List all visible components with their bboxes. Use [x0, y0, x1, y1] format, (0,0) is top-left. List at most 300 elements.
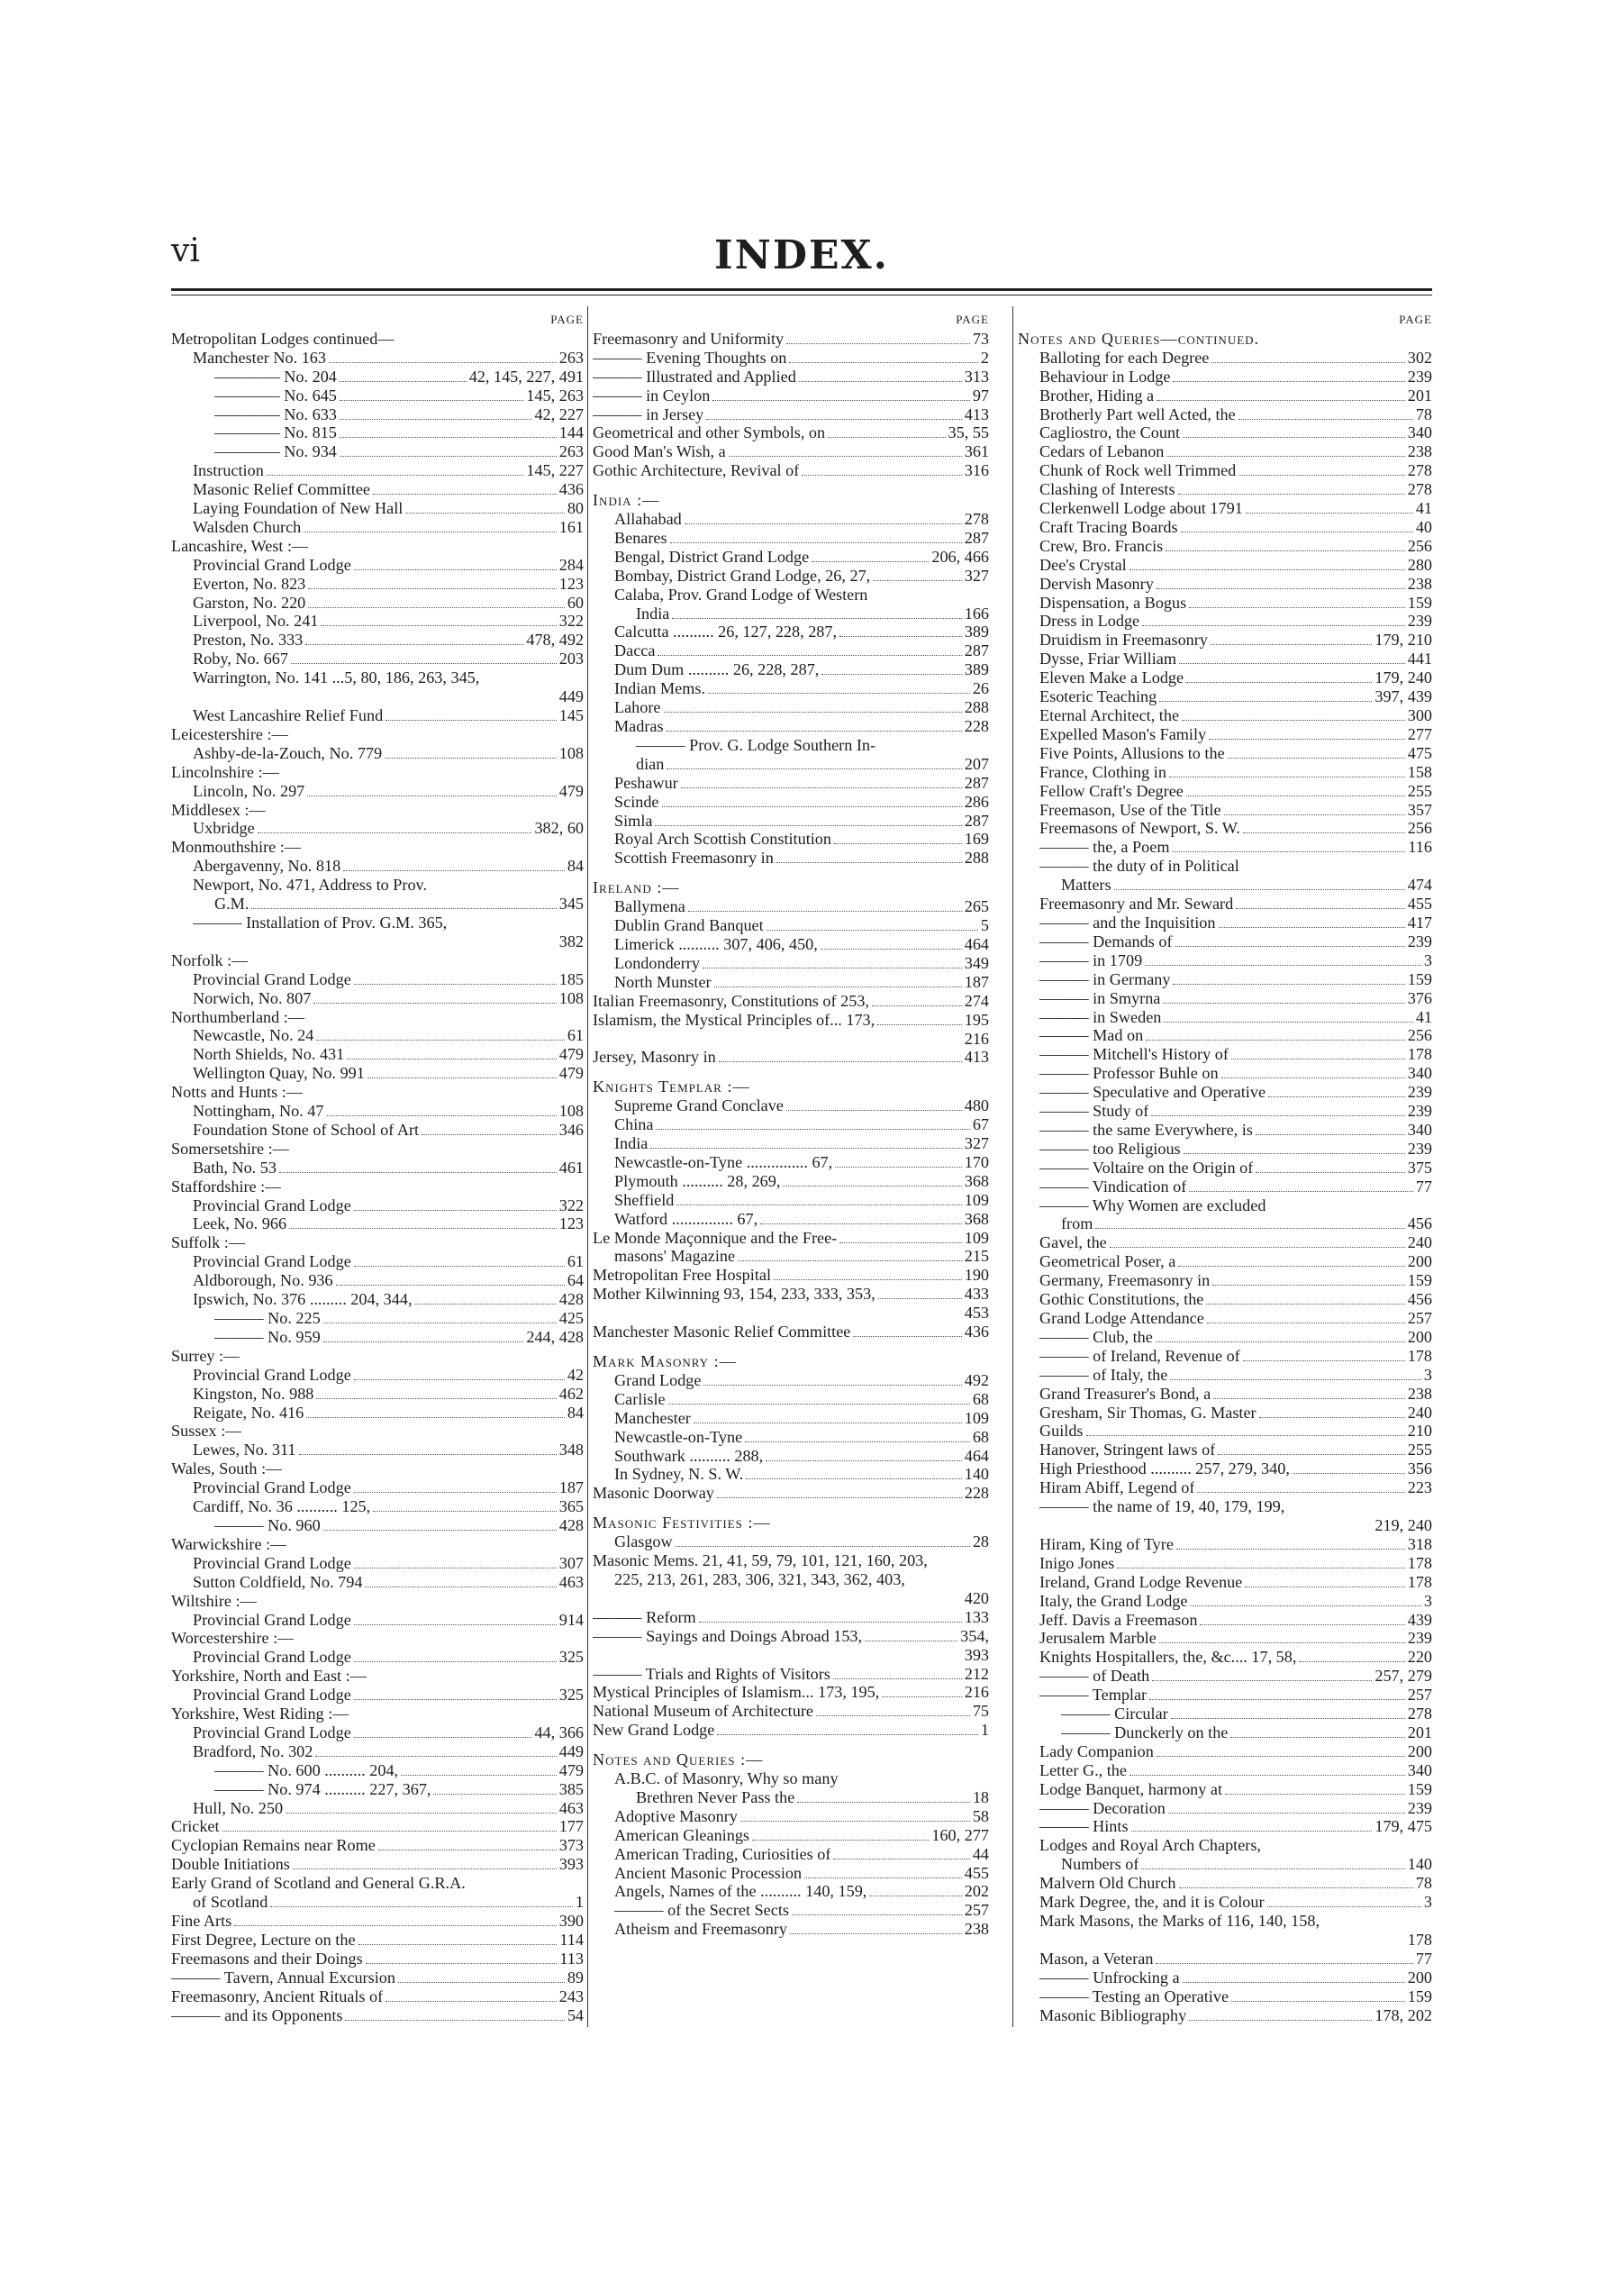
entry-text: Provincial Grand Lodge	[193, 1478, 351, 1497]
index-entry	[171, 1592, 584, 1611]
dot-leader	[1228, 744, 1405, 759]
entry-text: Letter G., the	[1039, 1760, 1127, 1779]
page-reference: 239	[1407, 612, 1432, 631]
page-reference: 216	[964, 1029, 989, 1048]
dot-leader	[316, 1027, 564, 1041]
dot-leader	[340, 443, 557, 458]
dot-leader	[1231, 1046, 1405, 1060]
page-reference: 346	[558, 1120, 584, 1139]
index-entry	[593, 386, 989, 405]
index-entry	[1018, 1893, 1432, 1912]
index-entry	[593, 510, 989, 529]
page-reference: 373	[558, 1836, 584, 1855]
page-reference: 201	[1407, 386, 1432, 405]
index-entry	[171, 1140, 584, 1159]
section-gap	[593, 1740, 989, 1750]
index-entry	[1018, 706, 1432, 725]
page-reference: 239	[1407, 1629, 1432, 1648]
entry-text: ——— in Sweden	[1039, 1007, 1162, 1026]
page-reference: 89	[567, 1968, 584, 1987]
entry-text: Provincial Grand Lodge	[193, 969, 351, 988]
section-gap	[593, 1503, 989, 1514]
page-reference: 464	[964, 934, 989, 953]
page-reference: 286	[964, 792, 989, 811]
index-entry	[593, 1570, 989, 1589]
page-reference: 200	[1407, 1968, 1432, 1987]
dot-leader	[595, 1647, 962, 1660]
dot-leader	[321, 613, 556, 627]
entry-text: Mark Masonry :—	[593, 1352, 737, 1371]
index-entry	[171, 706, 584, 725]
entry-text: Freemason, Use of the Title	[1039, 800, 1221, 819]
page-reference: 257	[1407, 1686, 1432, 1705]
page-reference: 210	[1407, 1422, 1432, 1441]
dot-leader	[306, 1404, 565, 1418]
index-entry	[1018, 1404, 1432, 1423]
index-entry	[593, 1551, 989, 1570]
page-reference: 61	[567, 1026, 584, 1045]
dot-leader	[1179, 1875, 1413, 1889]
index-entry	[1018, 612, 1432, 631]
page-reference: 436	[964, 1323, 989, 1341]
dot-leader	[401, 1761, 557, 1776]
entry-text: Mark Masons, the Marks of 116, 140, 158,	[1039, 1912, 1320, 1931]
page-reference: 190	[964, 1266, 989, 1285]
entry-text: ——— Hints	[1039, 1817, 1129, 1836]
index-entry	[593, 1115, 989, 1134]
index-entry	[171, 1404, 584, 1423]
page-reference: 178	[1407, 1045, 1432, 1064]
page-reference: 455	[1407, 895, 1432, 914]
page-reference: 433	[964, 1285, 989, 1304]
dot-leader	[222, 1818, 557, 1832]
index-entry	[171, 349, 584, 368]
index-entry	[1018, 1121, 1432, 1140]
dot-leader	[786, 330, 970, 344]
dot-leader	[251, 896, 556, 910]
page-reference: 108	[558, 743, 584, 762]
index-entry	[171, 1817, 584, 1836]
page-reference: 287	[964, 811, 989, 830]
page-reference: 64	[567, 1271, 584, 1290]
page-reference: 376	[1407, 988, 1432, 1007]
page-reference: 368	[964, 1171, 989, 1190]
page-reference: 368	[964, 1209, 989, 1228]
dot-leader	[1189, 1177, 1413, 1192]
index-entry	[1018, 1233, 1432, 1252]
dot-leader	[766, 1752, 986, 1766]
index-entry	[593, 897, 989, 916]
page-reference: 145	[558, 706, 584, 725]
index-entry	[171, 914, 584, 932]
dot-leader	[774, 1515, 986, 1529]
dot-leader	[739, 1353, 986, 1367]
entry-text: Italian Freemasonry, Constitutions of 253,	[593, 991, 869, 1010]
entry-text: Grand Lodge Attendance	[1039, 1309, 1204, 1328]
entry-text: Abergavenny, No. 818	[193, 857, 341, 876]
entry-text: Instruction	[193, 461, 264, 480]
page-reference: 436	[558, 480, 584, 499]
index-entry	[1018, 1196, 1432, 1215]
dot-leader	[1142, 613, 1405, 627]
dot-leader	[398, 1968, 565, 1983]
index-entry	[593, 774, 989, 793]
entry-text: Norwich, No. 807	[193, 988, 312, 1007]
dot-leader	[373, 1498, 557, 1513]
index-entry	[171, 989, 584, 1008]
entry-text: Preston, No. 333	[193, 631, 304, 650]
entry-text: ——— of the Secret Sects	[614, 1901, 789, 1920]
index-entry	[593, 1048, 989, 1067]
index-entry	[1018, 1347, 1432, 1366]
entry-text: Metropolitan Free Hospital	[593, 1266, 772, 1285]
dot-leader	[304, 518, 556, 532]
entry-text: ——— Tavern, Annual Excursion	[171, 1968, 395, 1987]
dot-leader	[650, 1135, 961, 1150]
entry-text: Cagliostro, the Count	[1039, 423, 1181, 442]
dot-leader	[1169, 763, 1405, 777]
dot-leader	[797, 1788, 970, 1803]
index-entry	[1018, 1252, 1432, 1271]
entry-text: Freemasonry and Mr. Seward	[1039, 895, 1234, 914]
entry-text: Bombay, District Grand Lodge, 26, 27,	[614, 566, 871, 585]
index-entry	[171, 838, 584, 857]
index-entry	[1018, 1987, 1432, 2006]
index-entry	[593, 1608, 989, 1627]
index-entry	[1018, 1045, 1432, 1064]
dot-leader	[311, 538, 581, 551]
index-entry	[171, 461, 584, 480]
dot-leader	[304, 840, 581, 853]
page-reference: 428	[558, 1515, 584, 1534]
index-entry	[593, 1191, 989, 1210]
entry-text: Lady Companion	[1039, 1741, 1154, 1760]
index-entry	[593, 1807, 989, 1826]
entry-text: Freemasonry and Uniformity	[593, 329, 785, 348]
page-reference: 206, 466	[931, 547, 989, 566]
dot-leader	[752, 1826, 929, 1841]
page-reference: 3	[1423, 950, 1432, 969]
page-label: PAGE	[1399, 313, 1432, 326]
index-entry	[1018, 594, 1432, 613]
entry-text: Indian Mems.	[614, 679, 706, 698]
index-entry	[593, 1030, 989, 1049]
index-entry	[593, 548, 989, 567]
index-entry	[171, 1459, 584, 1478]
entry-text: Dee's Crystal	[1039, 555, 1127, 574]
entry-text: Provincial Grand Lodge	[193, 1196, 351, 1214]
index-entry	[1018, 1214, 1432, 1233]
entry-text: Hiram, King of Tyre	[1039, 1534, 1174, 1553]
dot-leader	[482, 670, 581, 684]
index-entry	[1018, 1422, 1432, 1441]
index-entry	[171, 518, 584, 537]
dot-leader	[790, 1921, 962, 1935]
entry-text: Brethren Never Pass the	[636, 1787, 795, 1806]
dot-leader	[258, 820, 532, 834]
index-entry	[593, 605, 989, 623]
index-entry	[171, 1177, 584, 1196]
index-entry	[1018, 1611, 1432, 1630]
page-reference: 178	[1407, 1930, 1432, 1949]
entry-text: West Lancashire Relief Fund	[193, 706, 384, 725]
dot-leader	[296, 1631, 581, 1644]
page-reference: 220	[1407, 1648, 1432, 1667]
page-reference: 116	[1408, 838, 1432, 857]
page-reference: 67	[972, 1115, 989, 1134]
index-entry	[171, 1385, 584, 1404]
index-entry	[1018, 1761, 1432, 1780]
entry-text: Dervish Masonry	[1039, 574, 1154, 593]
dot-leader	[1256, 1121, 1405, 1135]
page-reference: 302	[1407, 348, 1432, 367]
page-reference: 316	[964, 461, 989, 480]
entry-text: Le Monde Maçonnique and the Free-	[593, 1228, 838, 1247]
dot-leader	[792, 1902, 962, 1916]
dot-leader	[415, 1291, 557, 1305]
dot-leader	[449, 914, 581, 928]
page-reference: 441	[1407, 650, 1432, 668]
dot-leader	[719, 1049, 962, 1063]
index-entry	[1018, 744, 1432, 763]
page-reference: 425	[558, 1309, 584, 1328]
entry-text: India	[614, 1134, 649, 1153]
dot-leader	[367, 1065, 557, 1079]
entry-text: ——— Study of	[1039, 1102, 1149, 1121]
dot-leader	[1095, 1215, 1404, 1230]
index-entry	[1018, 1366, 1432, 1385]
index-entry	[171, 1328, 584, 1347]
entry-text: Suffolk :—	[171, 1233, 246, 1252]
index-entry	[171, 782, 584, 801]
index-entry	[1018, 1817, 1432, 1836]
index-entry	[171, 687, 584, 706]
section-gap	[593, 480, 989, 491]
entry-text: Behaviour in Lodge	[1039, 367, 1171, 386]
page-reference: 84	[567, 857, 584, 876]
entry-text: ———— No. 633	[214, 405, 337, 423]
dot-leader	[1179, 650, 1405, 665]
page-reference: 287	[964, 773, 989, 792]
index-entry	[171, 932, 584, 951]
dot-leader	[658, 642, 961, 657]
page-reference: 479	[558, 1064, 584, 1083]
entry-text: Southwark .......... 288,	[614, 1446, 764, 1465]
entry-text: Wellington Quay, No. 991	[193, 1064, 365, 1083]
page-reference: 185	[558, 969, 584, 988]
page-reference: 413	[964, 405, 989, 423]
dot-leader	[1218, 1441, 1404, 1456]
dot-leader	[1243, 820, 1405, 834]
entry-text: In Sydney, N. S. W.	[614, 1465, 744, 1484]
dot-leader	[248, 1235, 581, 1249]
entry-text: ——— Decoration	[1039, 1798, 1166, 1817]
index-entry	[593, 1721, 989, 1740]
index-section-heading	[1018, 330, 1432, 349]
page-reference: 340	[1407, 423, 1432, 442]
page-reference: 159	[1407, 1271, 1432, 1290]
entry-text: Notts and Hunts :—	[171, 1083, 304, 1102]
entry-text: Manchester	[614, 1408, 691, 1427]
entry-text: Walsden Church	[193, 517, 302, 536]
index-entry	[1018, 687, 1432, 706]
index-entry	[171, 744, 584, 763]
page-reference: 492	[964, 1370, 989, 1389]
page-reference: 58	[972, 1806, 989, 1825]
dot-leader	[1236, 896, 1405, 910]
dot-leader	[292, 1141, 581, 1154]
dot-leader	[664, 699, 962, 714]
entry-text: Somersetshire :—	[171, 1139, 289, 1158]
entry-text: ——— and its Opponents	[171, 2005, 343, 2024]
column-divider	[1012, 306, 1013, 2027]
page-reference: 145, 227	[526, 461, 584, 480]
page-reference: 113	[559, 1949, 584, 1968]
dot-leader	[766, 1447, 962, 1461]
dot-leader	[595, 1031, 962, 1044]
page-reference: 203	[558, 650, 584, 668]
index-entry	[171, 1309, 584, 1328]
page-reference: 212	[964, 1664, 989, 1683]
entry-text: Dispensation, a Bogus	[1039, 593, 1187, 612]
entry-text: Newcastle-on-Tyne ............... 67,	[614, 1152, 833, 1171]
page-reference: 200	[1407, 1741, 1432, 1760]
entry-text: Hull, No. 250	[193, 1798, 284, 1817]
page-reference: 288	[964, 698, 989, 717]
page-reference: 40	[1415, 517, 1432, 536]
page-reference: 479	[558, 781, 584, 800]
entry-text: Jersey, Masonry in	[593, 1048, 716, 1067]
dot-leader	[760, 1210, 962, 1224]
dot-leader	[430, 877, 581, 891]
dot-leader	[1182, 706, 1405, 721]
dot-leader	[1245, 1573, 1404, 1587]
entry-text: Provincial Grand Lodge	[193, 555, 351, 574]
entry-text: Lincoln, No. 297	[193, 781, 305, 800]
dot-leader	[1259, 1404, 1405, 1418]
page-reference: 1	[980, 1721, 989, 1740]
page-reference: 327	[964, 1134, 989, 1153]
entry-text: ——— Voltaire on the Origin of	[1039, 1158, 1254, 1177]
entry-text: Masonic Mems. 21, 41, 59, 79, 101, 121, 160, 203,	[593, 1551, 928, 1570]
index-entry	[1018, 1573, 1432, 1592]
index-entry	[171, 1931, 584, 1950]
index-entry	[593, 1845, 989, 1864]
page-reference: 219, 240	[1375, 1515, 1432, 1534]
index-entry	[593, 1011, 989, 1030]
dot-leader	[1322, 1913, 1429, 1926]
dot-leader	[289, 1215, 557, 1230]
page-reference: 84	[567, 1403, 584, 1422]
index-entry	[1018, 1026, 1432, 1045]
entry-text: Leicestershire :—	[171, 724, 288, 743]
entry-text: Newport, No. 471, Address to Prov.	[193, 876, 427, 895]
dot-leader	[703, 1371, 961, 1386]
index-entry	[593, 1788, 989, 1807]
page-reference: 178	[1407, 1553, 1432, 1572]
page-reference: 78	[1415, 1874, 1432, 1893]
entry-text: Dysse, Friar William	[1039, 650, 1176, 668]
entry-text: Adoptive Masonry	[614, 1806, 738, 1825]
index-entry	[171, 1214, 584, 1233]
page-label: PAGE	[550, 313, 584, 326]
entry-text: Northumberland :—	[171, 1007, 304, 1026]
index-entry	[171, 1573, 584, 1592]
index-entry	[171, 1441, 584, 1459]
page-reference: 123	[558, 1214, 584, 1233]
dot-leader	[699, 1608, 962, 1623]
entry-text: Cyclopian Remains near Rome	[171, 1836, 376, 1855]
index-entry	[593, 1153, 989, 1172]
index-entry	[1018, 1328, 1432, 1347]
entry-text: Knights Templar :—	[593, 1077, 750, 1096]
index-entry	[1018, 1535, 1432, 1554]
section-gap	[593, 1067, 989, 1077]
page-reference: 239	[1407, 367, 1432, 386]
dot-leader	[313, 989, 556, 1004]
page-reference: 325	[558, 1648, 584, 1667]
dot-leader	[1178, 481, 1405, 496]
entry-text: Staffordshire :—	[171, 1177, 282, 1196]
entry-text: Clerkenwell Lodge about 1791	[1039, 499, 1243, 518]
page-reference: 42	[567, 1365, 584, 1384]
entry-text: ——— Circular	[1061, 1705, 1168, 1723]
index-entry	[593, 1665, 989, 1684]
index-entry	[593, 935, 989, 954]
dot-leader	[714, 973, 962, 987]
dot-leader	[667, 755, 961, 769]
entry-text: masons' Magazine	[614, 1247, 736, 1266]
entry-text: Freemasonry, Ancient Rituals of	[171, 1987, 384, 2005]
index-entry	[171, 1064, 584, 1083]
dot-leader	[354, 1366, 565, 1380]
index-entry	[593, 1229, 989, 1248]
entry-text: Wales, South :—	[171, 1459, 283, 1478]
page-reference: 28	[972, 1532, 989, 1551]
page-reference: 478, 492	[526, 631, 584, 650]
index-entry	[1018, 631, 1432, 650]
dot-leader	[812, 548, 929, 562]
page-reference: 278	[1407, 480, 1432, 499]
dot-leader	[708, 680, 970, 695]
entry-text: Mark Degree, the, and it is Colour	[1039, 1893, 1265, 1912]
index-entry	[171, 442, 584, 461]
index-entry	[171, 1780, 584, 1799]
entry-text: ——— and the Inquisition	[1039, 913, 1216, 932]
index-entry	[171, 895, 584, 914]
index-entry	[1018, 1083, 1432, 1102]
dot-leader	[882, 1684, 961, 1698]
entry-text: Lahore	[614, 698, 661, 717]
page-reference: 216	[964, 1683, 989, 1702]
dot-leader	[1230, 1723, 1404, 1738]
page-reference: 61	[567, 1252, 584, 1271]
dot-leader	[746, 1466, 961, 1480]
dot-leader	[662, 493, 986, 506]
index-column-1	[171, 311, 584, 2024]
dot-leader	[729, 443, 962, 458]
page-reference: 97	[972, 386, 989, 405]
entry-text: ——— Why Women are excluded	[1039, 1196, 1266, 1214]
page-reference: 393	[558, 1855, 584, 1874]
entry-text: Provincial Grand Lodge	[193, 1686, 351, 1705]
entry-text: Atheism and Freemasonry	[614, 1920, 787, 1939]
page-reference: 179, 475	[1375, 1817, 1432, 1836]
index-entry	[171, 1233, 584, 1252]
page-reference: 327	[964, 566, 989, 585]
entry-text: Sutton Coldfield, No. 794	[193, 1572, 363, 1591]
dot-leader	[1267, 1894, 1421, 1908]
